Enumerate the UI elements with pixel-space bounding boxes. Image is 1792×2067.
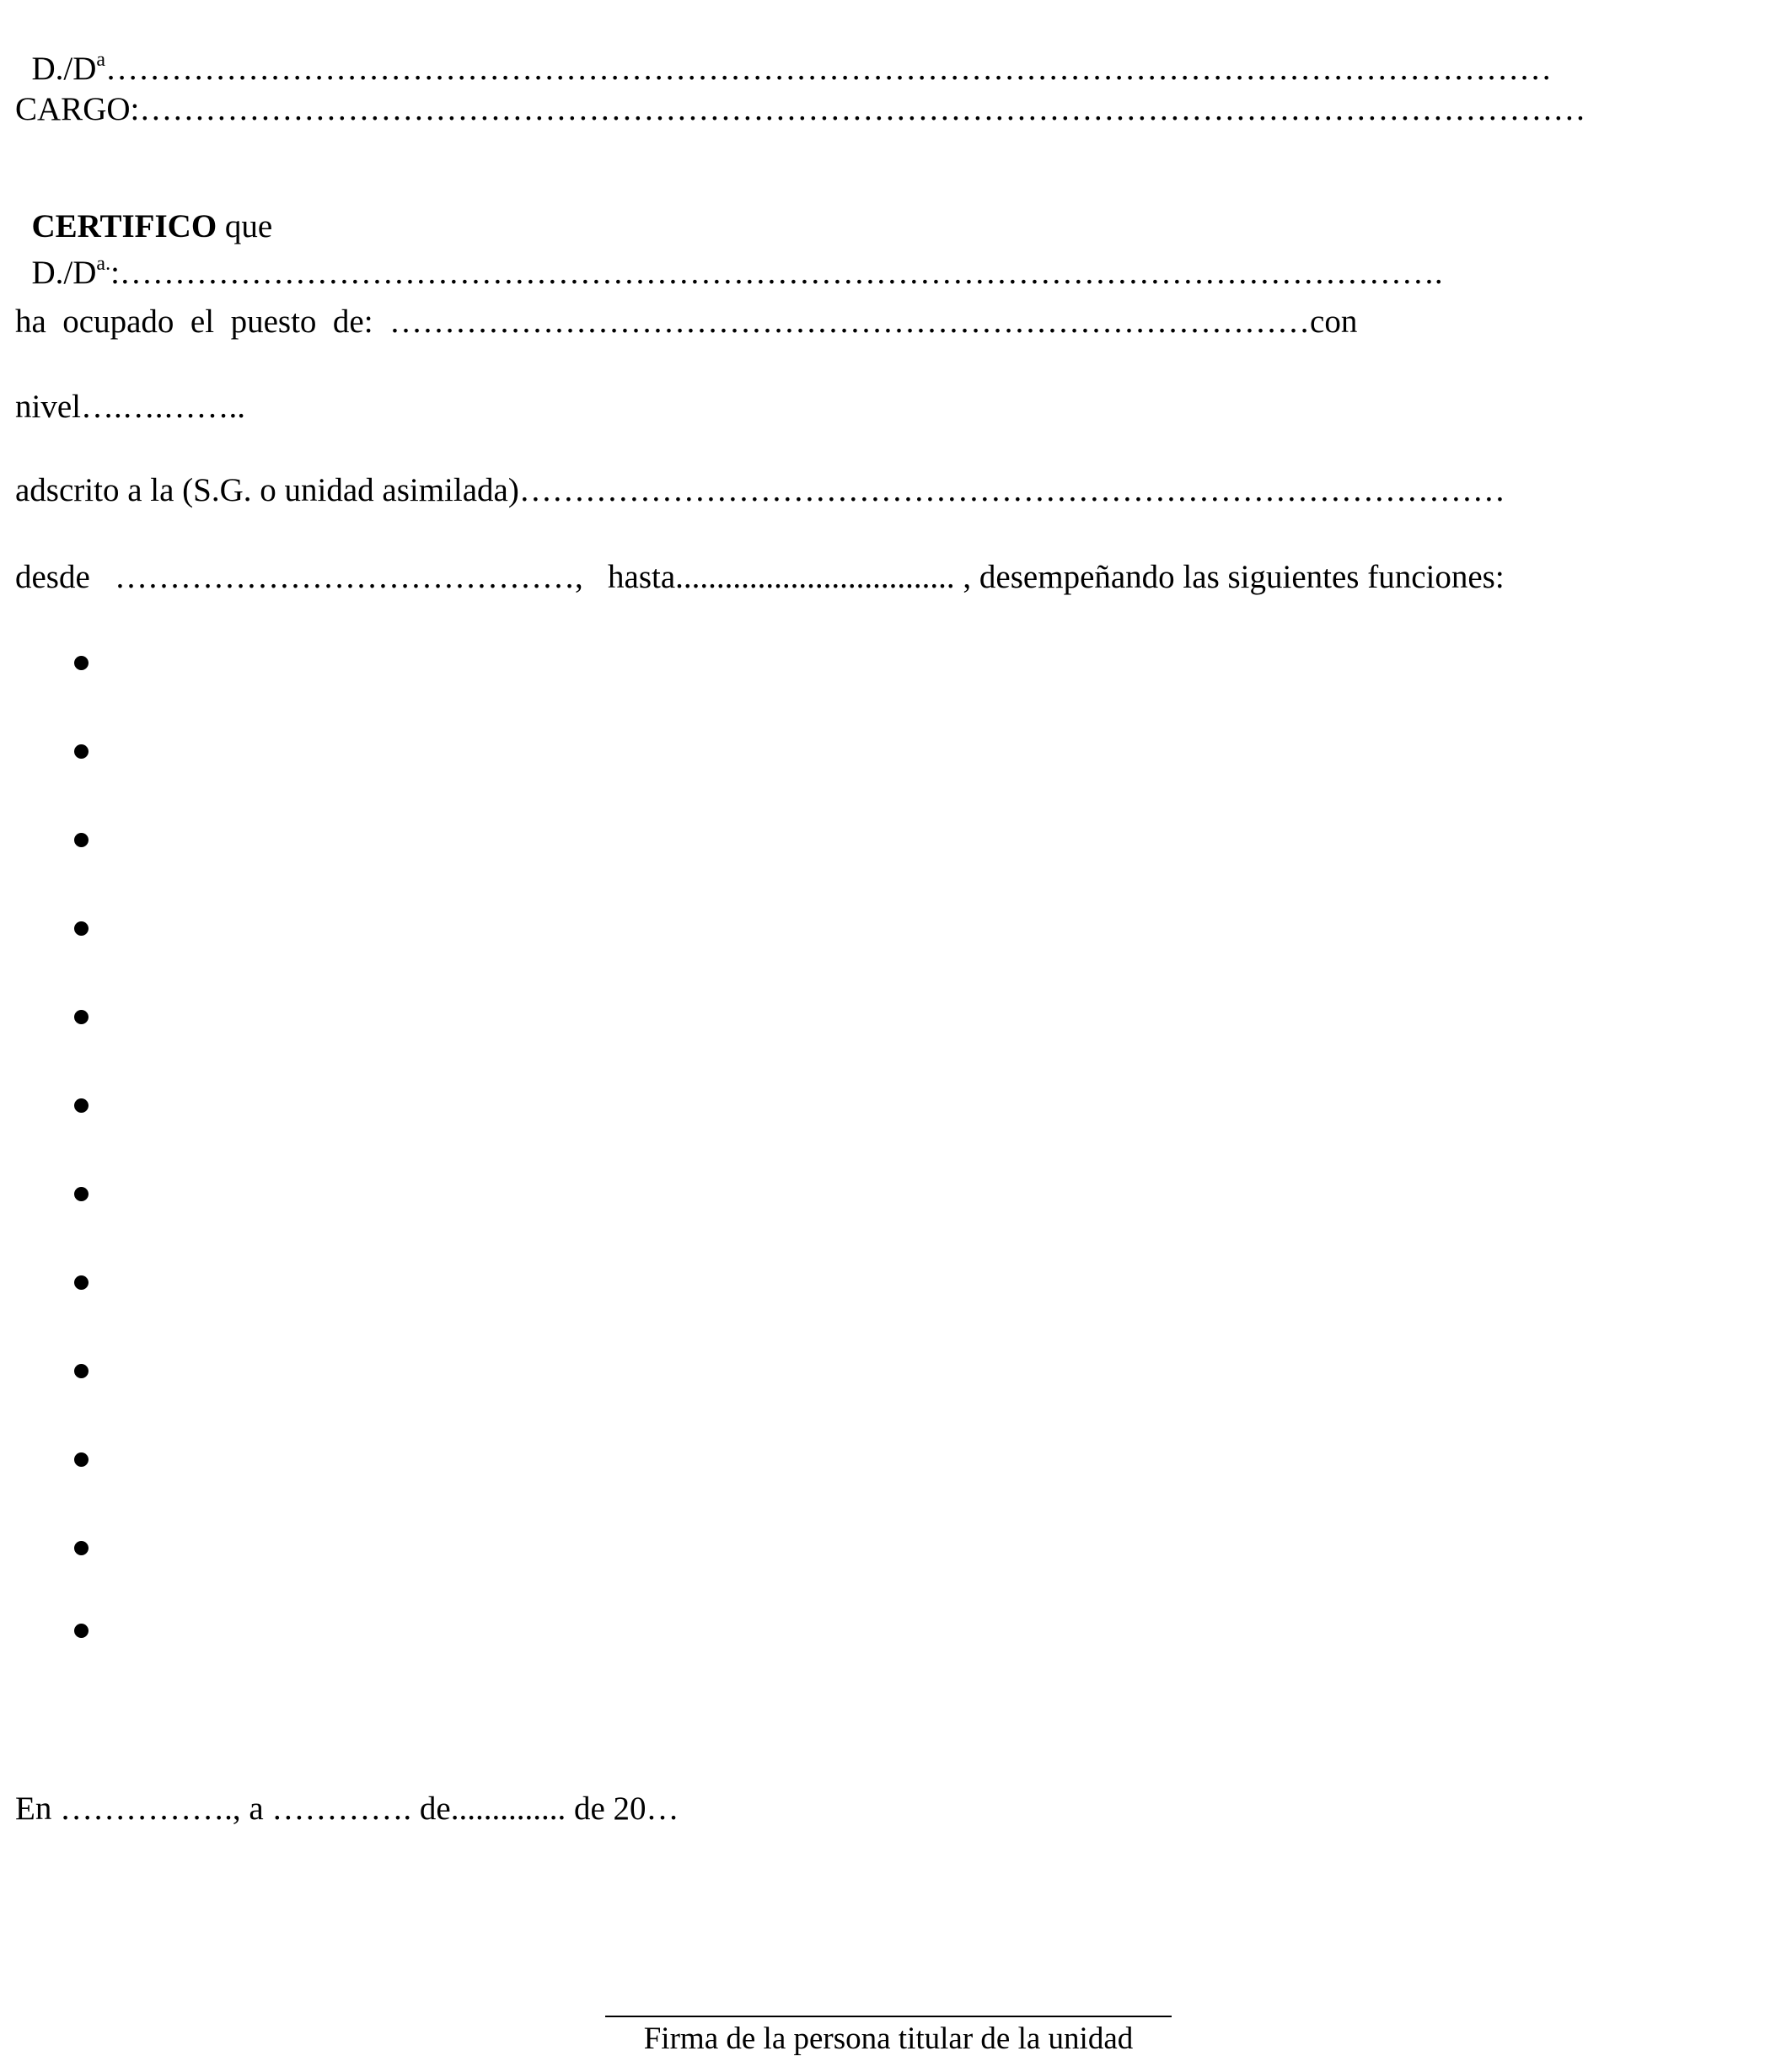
function-bullet [74, 656, 89, 670]
signature-label: Firma de la persona titular de la unidad [643, 2021, 1134, 2056]
function-bullet [74, 1452, 89, 1467]
function-bullet [74, 1624, 89, 1638]
function-bullet [74, 921, 89, 936]
signature-line[interactable] [605, 2016, 1172, 2017]
date-place-line[interactable]: En ……………., a …………. de.............. de 20… [15, 1791, 679, 1827]
certified-person-prefix: D./D [31, 255, 97, 291]
function-bullet [74, 833, 89, 847]
officer-name-prefix: D./D [31, 51, 97, 87]
function-bullet [74, 744, 89, 759]
function-bullet [74, 1275, 89, 1290]
certifico-que: que [217, 208, 273, 244]
nivel-line[interactable]: nivel….….…….. [15, 389, 245, 425]
certified-person-blank[interactable]: :…………………………………………………………………………………………………………. [110, 255, 1443, 291]
desde-hasta-line[interactable]: desde ……………………………………, hasta.................................. , desempeñando las siguientes funciones: [15, 559, 1505, 595]
function-bullet [74, 1187, 89, 1201]
certifico-keyword: CERTIFICO [31, 208, 217, 244]
officer-name-line [15, 17, 1552, 85]
cargo-line[interactable]: CARGO:…………………………………………………………………………………………………………………… [15, 91, 1586, 127]
officer-name-sup: a [96, 49, 106, 71]
function-bullet [74, 1541, 89, 1555]
certified-person-line [15, 221, 1443, 289]
adscrito-line[interactable]: adscrito a la (S.G. o unidad asimilada)……………………………………………………………………………… [15, 472, 1505, 508]
function-bullet [74, 1010, 89, 1024]
function-bullet [74, 1364, 89, 1378]
certified-person-sup: a. [96, 253, 111, 275]
puesto-line[interactable]: ha ocupado el puesto de: …………………………………………………………………………con [15, 303, 1358, 340]
function-bullet [74, 1098, 89, 1113]
officer-name-blank[interactable]: …………………………………………………………………………………………………………………… [105, 51, 1553, 87]
